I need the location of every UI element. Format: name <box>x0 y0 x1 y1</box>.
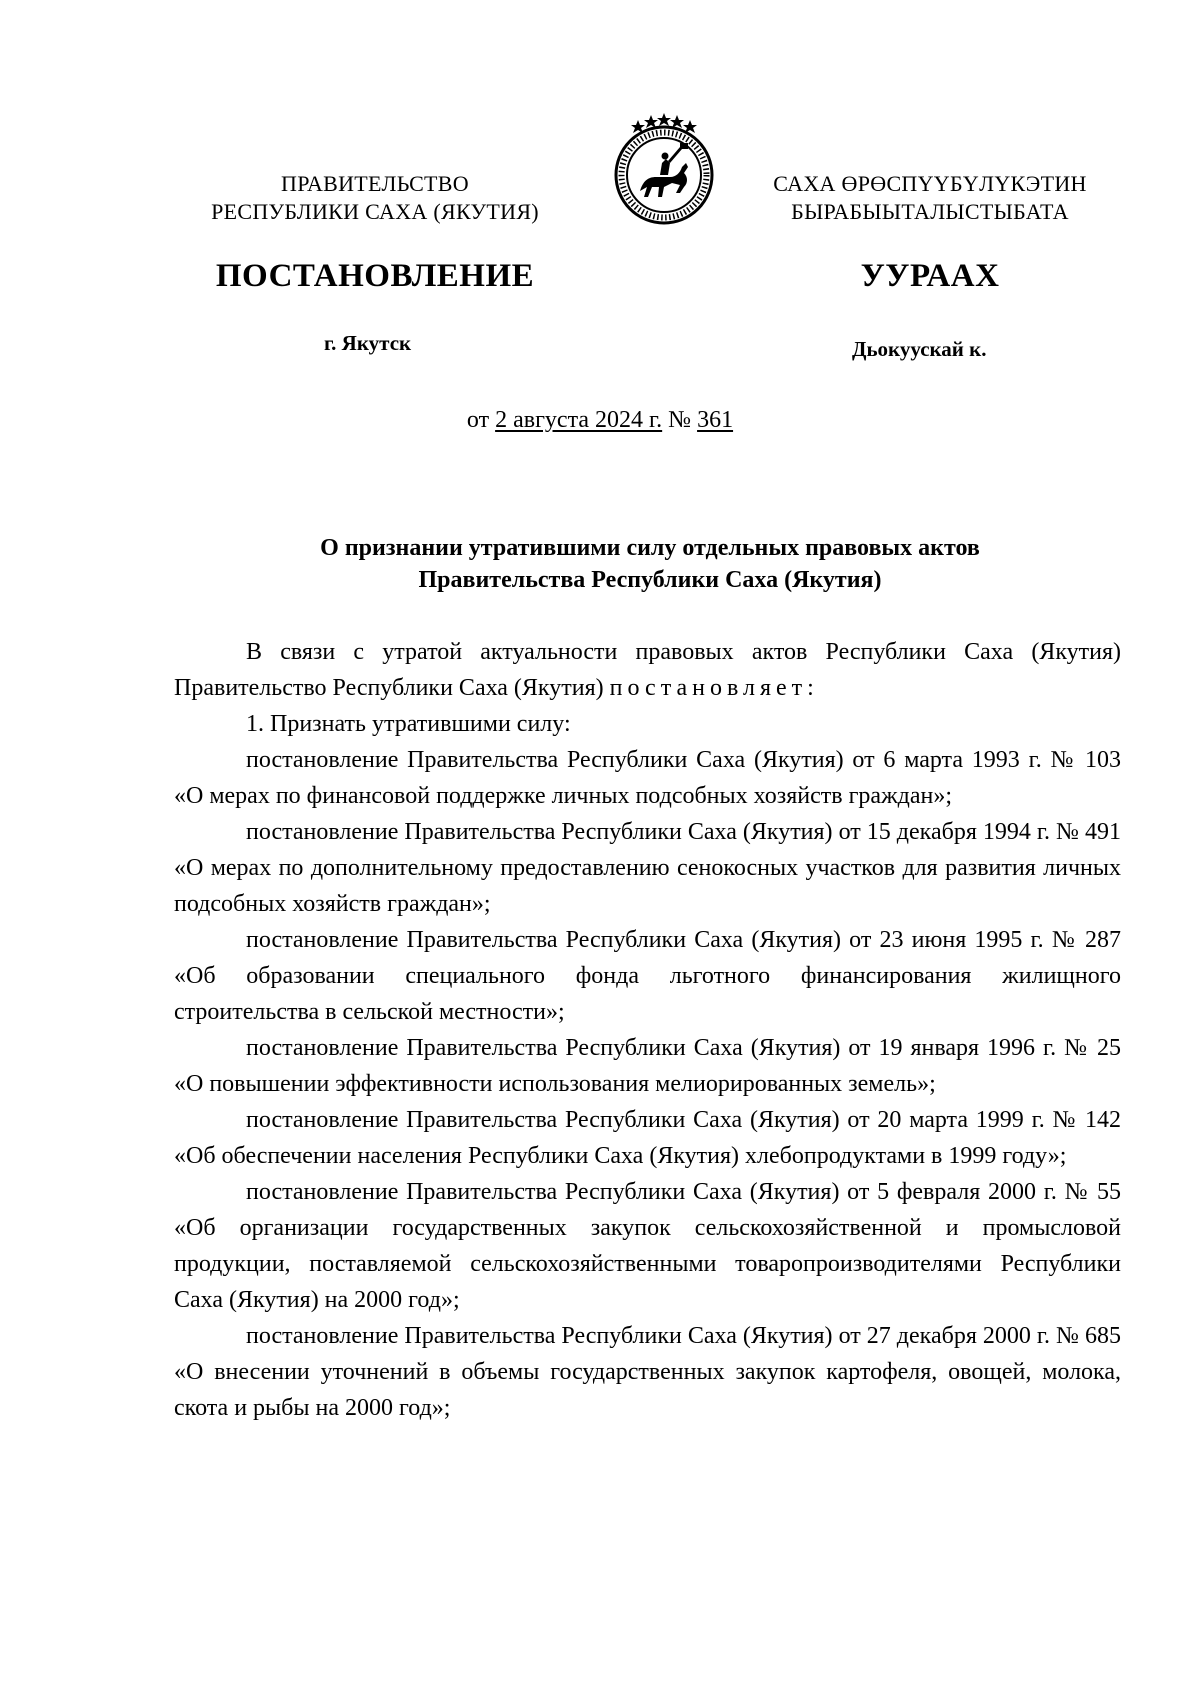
clause-1: 1. Признать утратившими силу: <box>246 711 571 737</box>
title-line-1: О признании утратившими силу отдельных правовых актов <box>320 535 980 561</box>
repealed-act-item: постановление Правительства Республики Саха (Якутия) от 20 марта 1999 г. № 142 «Об обеспечении населения Республики Саха (Якутия) хлебопродуктами в 1999 году»; <box>174 1107 1121 1169</box>
issuer-name-sakha <box>740 170 1120 226</box>
issuer-line-2-sakha: БЫРАБЫЫТАЛЫСТЫБАТА <box>791 199 1069 224</box>
document-date-number <box>0 405 1200 435</box>
coat-of-arms-emblem <box>610 107 718 227</box>
intro-paragraph <box>174 634 1121 706</box>
issuer-line-1-sakha: САХА ӨРӨСПҮҮБҮЛҮКЭТИН <box>773 171 1087 196</box>
repealed-act-item: постановление Правительства Республики Саха (Якутия) от 15 декабря 1994 г. № 491 «О мерах по дополнительному предоставлению сенокосных участков для развития личных подсобных хозяйств граждан»; <box>174 819 1121 917</box>
city-sakha: Дьокуускай к. <box>852 337 987 361</box>
repealed-act-item: постановление Правительства Республики Саха (Якутия) от 19 января 1996 г. № 25 «О повышении эффективности использования мелиорированных земель»; <box>174 1035 1121 1097</box>
document-date: 2 августа 2024 г. <box>495 407 663 433</box>
issuer-name-russian <box>175 170 575 226</box>
number-sign: № <box>668 407 692 433</box>
document-body <box>174 634 1121 1426</box>
document-number: 361 <box>697 407 734 433</box>
repealed-act-item: постановление Правительства Республики Саха (Якутия) от 6 марта 1993 г. № 103 «О мерах по финансовой поддержке личных подсобных хозяйств граждан»; <box>174 747 1121 809</box>
document-type-russian: ПОСТАНОВЛЕНИЕ <box>215 258 535 294</box>
date-prefix: от <box>466 407 490 433</box>
title-line-2: Правительства Республики Саха (Якутия) <box>418 567 882 593</box>
intro-verb: постановляет: <box>609 675 819 701</box>
repealed-act-item: постановление Правительства Республики Саха (Якутия) от 27 декабря 2000 г. № 685 «О внесении уточнений в объемы государственных закупок картофеля, овощей, молока, скота и рыбы на 2000 год»; <box>174 1323 1121 1421</box>
repealed-act-item: постановление Правительства Республики Саха (Якутия) от 23 июня 1995 г. № 287 «Об образовании специального фонда льготного финансирования жилищного строительства в сельской местности»; <box>174 927 1121 1025</box>
city-russian: г. Якутск <box>324 331 412 355</box>
issuer-line-1: ПРАВИТЕЛЬСТВО <box>281 171 469 196</box>
document-title <box>180 532 1120 596</box>
intro-text: В связи с утратой актуальности правовых актов Республики Саха (Якутия) Правительство Республики Саха (Якутия) <box>174 639 1121 701</box>
document-type-sakha: УУРААХ <box>860 258 1000 294</box>
issuer-line-2: РЕСПУБЛИКИ САХА (ЯКУТИЯ) <box>211 199 539 224</box>
repealed-act-item: постановление Правительства Республики Саха (Якутия) от 5 февраля 2000 г. № 55 «Об организации государственных закупок сельскохозяйственной и промысловой продукции, поставляемой сельскохозяйственными товаропроизводителями Республики Саха (Якутия) на 2000 год»; <box>174 1179 1121 1313</box>
